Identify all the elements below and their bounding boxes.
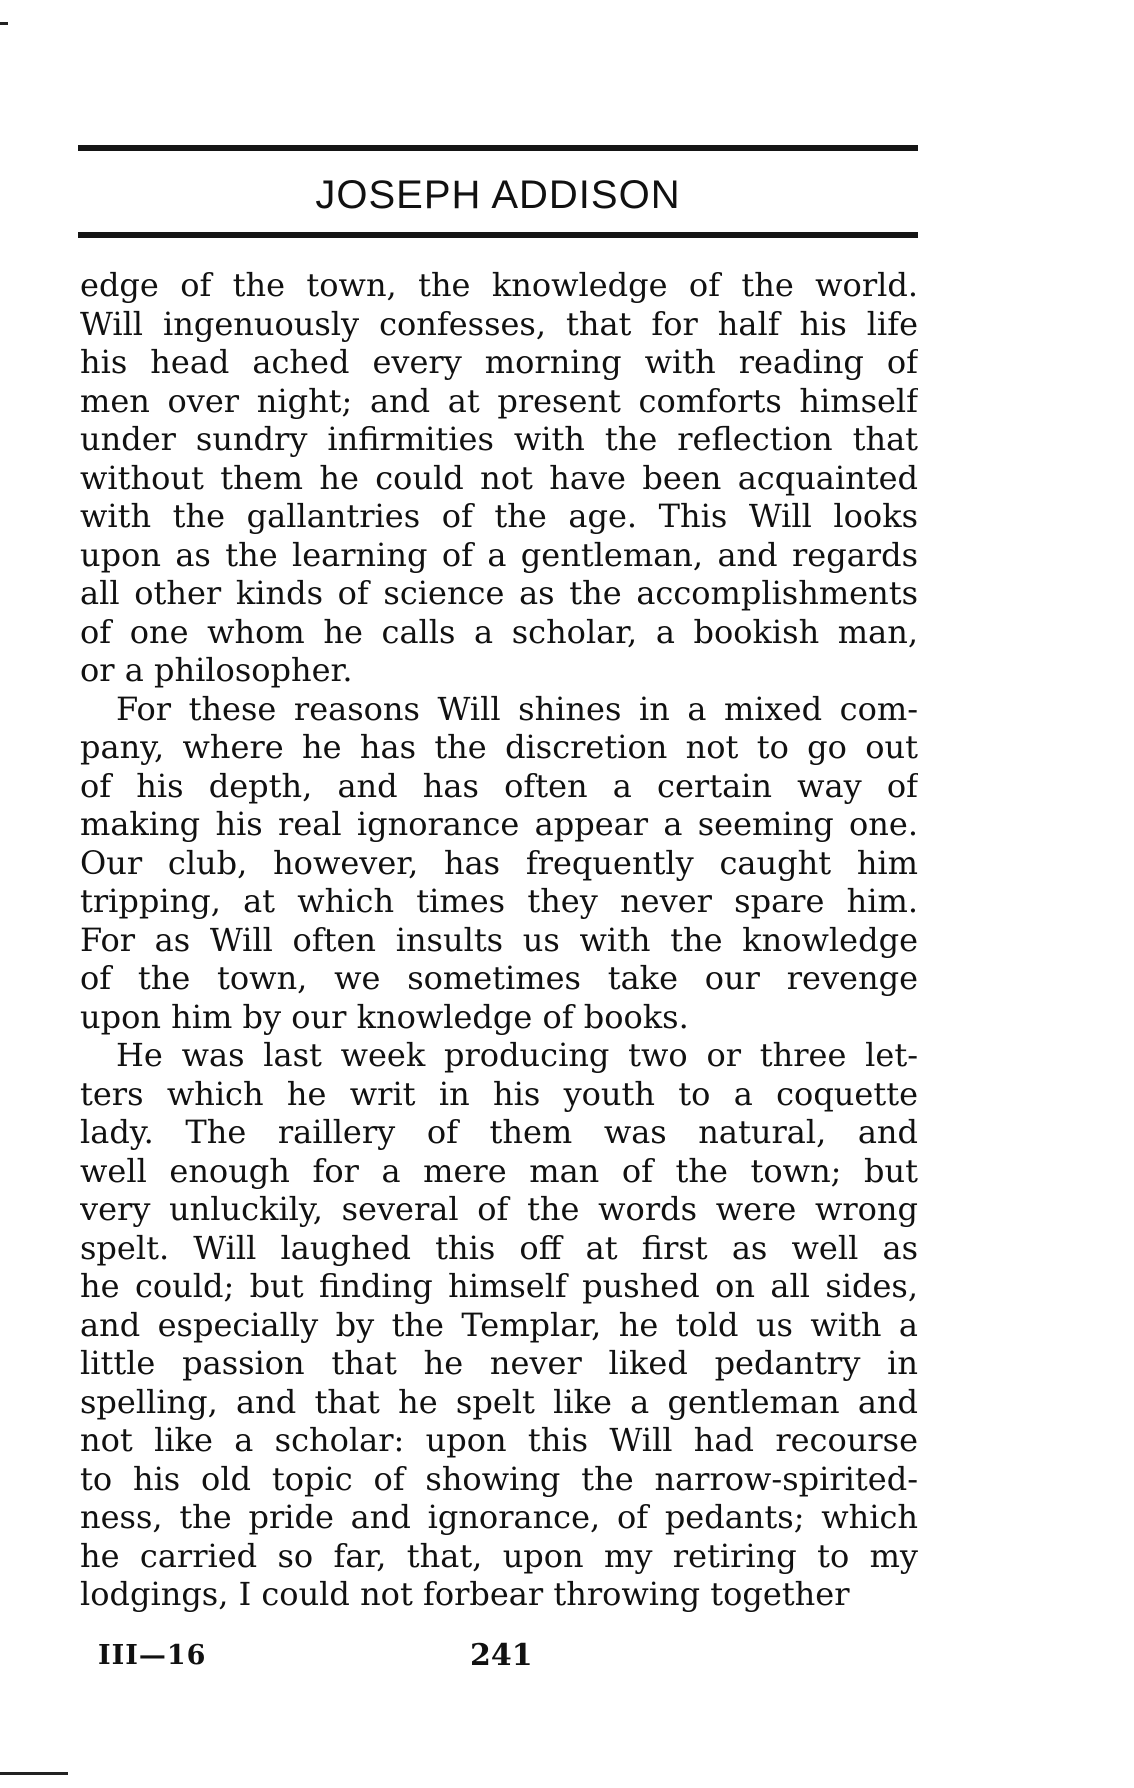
text-line: to his old topic of showing the narrow-spirited-: [80, 1459, 918, 1498]
text-line: lodgings, I could not forbear throwing together: [80, 1575, 850, 1613]
text-line: of one whom he calls a scholar, a bookish man,: [80, 612, 918, 651]
header-rule-bottom: [78, 232, 918, 238]
text-line: his head ached every morning with reading of: [80, 343, 918, 381]
text-line: lady. The raillery of them was natural, and: [80, 1113, 918, 1151]
text-line: ters which he writ in his youth to a coquette: [80, 1074, 918, 1113]
page-number: 241: [470, 1638, 533, 1673]
text-line: well enough for a mere man of the town; but: [80, 1151, 918, 1190]
text-line: edge of the town, the knowledge of the world.: [80, 266, 918, 304]
scan-edge-mark: [0, 22, 8, 25]
text-line: and especially by the Templar, he told us with a: [80, 1305, 918, 1344]
text-line: upon him by our knowledge of books.: [80, 997, 689, 1036]
text-line: of his depth, and has often a certain way of: [80, 766, 918, 805]
paragraph: [80, 690, 918, 1037]
signature-mark: III—16: [98, 1640, 207, 1671]
text-line: upon as the learning of a gentleman, and regards: [80, 535, 918, 574]
text-line: he carried so far, that, upon my retiring to my: [80, 1536, 918, 1575]
text-line: not like a scholar: upon this Will had recourse: [80, 1421, 918, 1459]
header-rule-top: [78, 145, 918, 151]
text-line: He was last week producing two or three let-: [116, 1036, 918, 1074]
paragraph: [80, 1036, 918, 1614]
text-line: For as Will often insults us with the knowledge: [80, 920, 918, 959]
scan-edge-mark: [0, 1772, 68, 1775]
text-line: pany, where he has the discretion not to go out: [80, 728, 918, 766]
text-line: or a philosopher.: [80, 651, 353, 689]
text-line: For these reasons Will shines in a mixed com-: [116, 689, 918, 728]
text-line: under sundry infirmities with the reflection that: [80, 420, 918, 458]
text-line: making his real ignorance appear a seeming one.: [80, 805, 918, 843]
text-line: men over night; and at present comforts himself: [80, 381, 918, 420]
text-line: without them he could not have been acquainted: [80, 458, 918, 497]
running-title: JOSEPH ADDISON: [315, 173, 681, 217]
body-text: [80, 266, 918, 1614]
text-line: he could; but finding himself pushed on all sides,: [80, 1267, 918, 1305]
text-line: tripping, at which times they never spare him.: [80, 882, 918, 920]
text-line: of the town, we sometimes take our revenge: [80, 959, 918, 997]
text-line: Our club, however, has frequently caught him: [80, 843, 918, 882]
paragraph: [80, 266, 918, 690]
text-line: little passion that he never liked pedantry in: [80, 1344, 918, 1382]
text-line: Will ingenuously confesses, that for half his life: [80, 304, 918, 343]
text-line: very unluckily, several of the words were wrong: [80, 1190, 918, 1228]
text-line: spelling, and that he spelt like a gentleman and: [80, 1382, 918, 1421]
text-line: ness, the pride and ignorance, of pedants; which: [80, 1498, 918, 1536]
text-line: all other kinds of science as the accomplishments: [80, 574, 918, 612]
text-line: spelt. Will laughed this off at first as well as: [80, 1228, 918, 1267]
text-line: with the gallantries of the age. This Will looks: [80, 497, 918, 535]
